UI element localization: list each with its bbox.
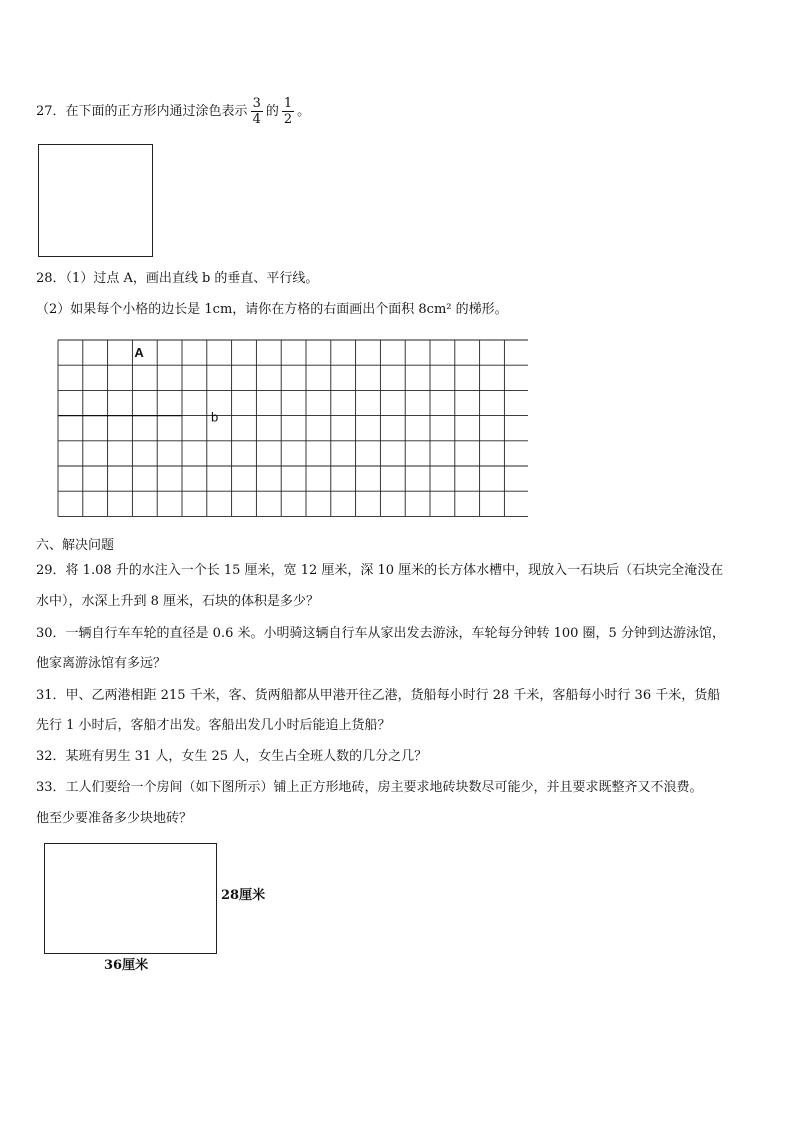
fraction-denominator: 4: [252, 112, 261, 127]
q30-line1: 30．一辆自行车车轮的直径是 0.6 米。小明骑这辆自行车从家出发去游泳，车轮每分钟转 100 圈，5 分钟到达游泳馆，: [36, 626, 725, 641]
q28-grid[interactable]: [56, 338, 528, 520]
q32-line1: 32．某班有男生 31 人，女生 25 人，女生占全班人数的几分之几？: [36, 749, 428, 764]
q29-line2: 水中），水深上升到 8 厘米，石块的体积是多少？: [36, 594, 320, 609]
q28-part1: 28．（1）过点 A，画出直线 b 的垂直、平行线。: [36, 271, 319, 286]
fraction-three-quarters: [251, 96, 263, 127]
q29-line1: 29．将 1.08 升的水注入一个长 15 厘米，宽 12 厘米，深 10 厘米的长方体水槽中，现放入一石块后（石块完全淹没在: [36, 563, 724, 578]
q33-line1: 33．工人们要给一个房间（如下图所示）铺上正方形地砖，房主要求地砖块数尽可能少，并且要求既整齐又不浪费。: [36, 780, 703, 795]
fraction-numerator: 3: [252, 96, 261, 111]
q30-line2: 他家离游泳馆有多远？: [36, 656, 167, 671]
q33-line2: 他至少要准备多少块地砖？: [36, 811, 193, 826]
fraction-denominator: 2: [283, 112, 293, 127]
q27-text-mid: 的: [265, 104, 279, 119]
fraction-numerator: 1: [283, 96, 293, 111]
line-b-label: b: [211, 409, 219, 425]
fraction-one-half: [282, 96, 294, 127]
q27-text-end: 。: [297, 104, 311, 119]
q28-part2: （2）如果每个小格的边长是 1cm，请你在方格的右面画出个面积 8cm² 的梯形。: [36, 302, 508, 317]
q31-line1: 31．甲、乙两港相距 215 千米，客、货两船都从甲港开往乙港，货船每小时行 28 千米，客船每小时行 36 千米，货船: [36, 688, 721, 703]
q27-number: 27．: [36, 104, 66, 119]
q27-text-before: 在下面的正方形内通过涂色表示: [65, 104, 248, 119]
room-rectangle: [44, 843, 217, 954]
room-height-label: 28厘米: [221, 888, 266, 903]
section-title: 六、解决问题: [36, 538, 115, 553]
room-width-label: 36厘米: [104, 958, 149, 973]
q31-line2: 先行 1 小时后，客船才出发。客船出发几小时后能追上货船？: [36, 718, 391, 733]
q27-square[interactable]: [38, 144, 153, 257]
q27-text: [36, 96, 310, 127]
grid-lines: [58, 340, 528, 516]
point-a-label: A: [134, 345, 144, 360]
